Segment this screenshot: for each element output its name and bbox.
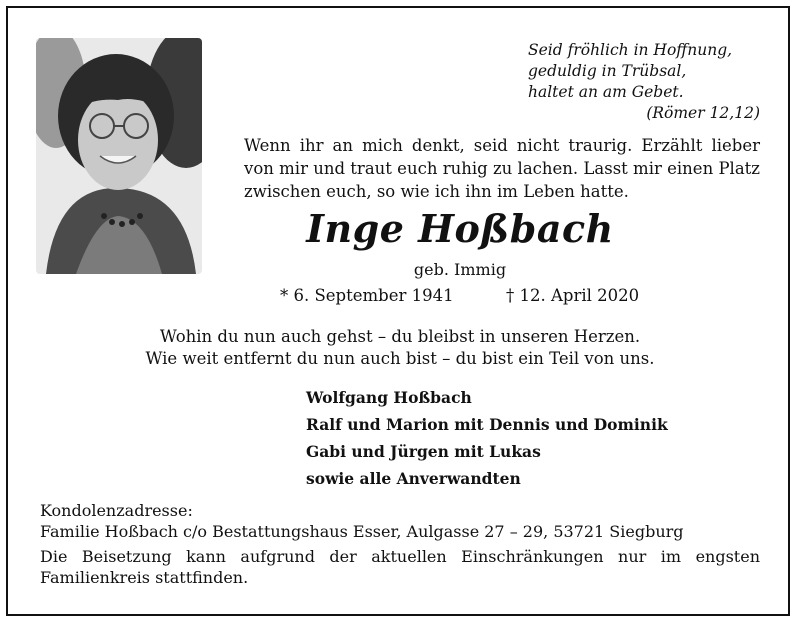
mourner-entry: Gabi und Jürgen mit Lukas xyxy=(306,442,541,461)
condolence-address xyxy=(40,500,760,542)
condolence-address-line: Familie Hoßbach c/o Bestattungshaus Esser, Aulgasse 27 – 29, 53721 Siegburg xyxy=(40,522,684,541)
portrait-photo xyxy=(36,38,202,274)
deceased-name: Inge Hoßbach xyxy=(306,206,614,251)
condolence-label: Kondolenzadresse: xyxy=(40,501,193,520)
birth-date: * 6. September 1941 xyxy=(280,286,454,305)
poem-line: Wie weit entfernt du nun auch bist – du bist ein Teil von uns. xyxy=(145,349,655,368)
verse-line: geduldig in Trübsal, xyxy=(528,62,687,80)
intro-text: Wenn ihr an mich denkt, seid nicht traurig. Erzählt lieber von mir und traut euch ruhig zu lachen. Lasst mir einen Platz zwischen euch, so wie ich ihn im Leben hatte. xyxy=(244,136,760,201)
mourners-list xyxy=(306,384,746,492)
mourner-entry: Wolfgang Hoßbach xyxy=(306,388,472,407)
mourner-entry: sowie alle Anverwandten xyxy=(306,469,521,488)
mourner-entry: Ralf und Marion mit Dennis und Dominik xyxy=(306,415,668,434)
funeral-notice: Die Beisetzung kann aufgrund der aktuellen Einschränkungen nur im engsten Familienkreis stattfinden. xyxy=(40,547,760,587)
verse-source: (Römer 12,12) xyxy=(646,104,760,122)
death-date: † 12. April 2020 xyxy=(506,286,640,305)
poem-line: Wohin du nun auch gehst – du bleibst in unseren Herzen. xyxy=(159,327,641,346)
poem xyxy=(100,326,700,370)
maiden-name: geb. Immig xyxy=(413,260,507,279)
bible-verse xyxy=(528,40,768,124)
verse-line: Seid fröhlich in Hoffnung, xyxy=(528,41,733,59)
verse-line: haltet an am Gebet. xyxy=(528,83,684,101)
